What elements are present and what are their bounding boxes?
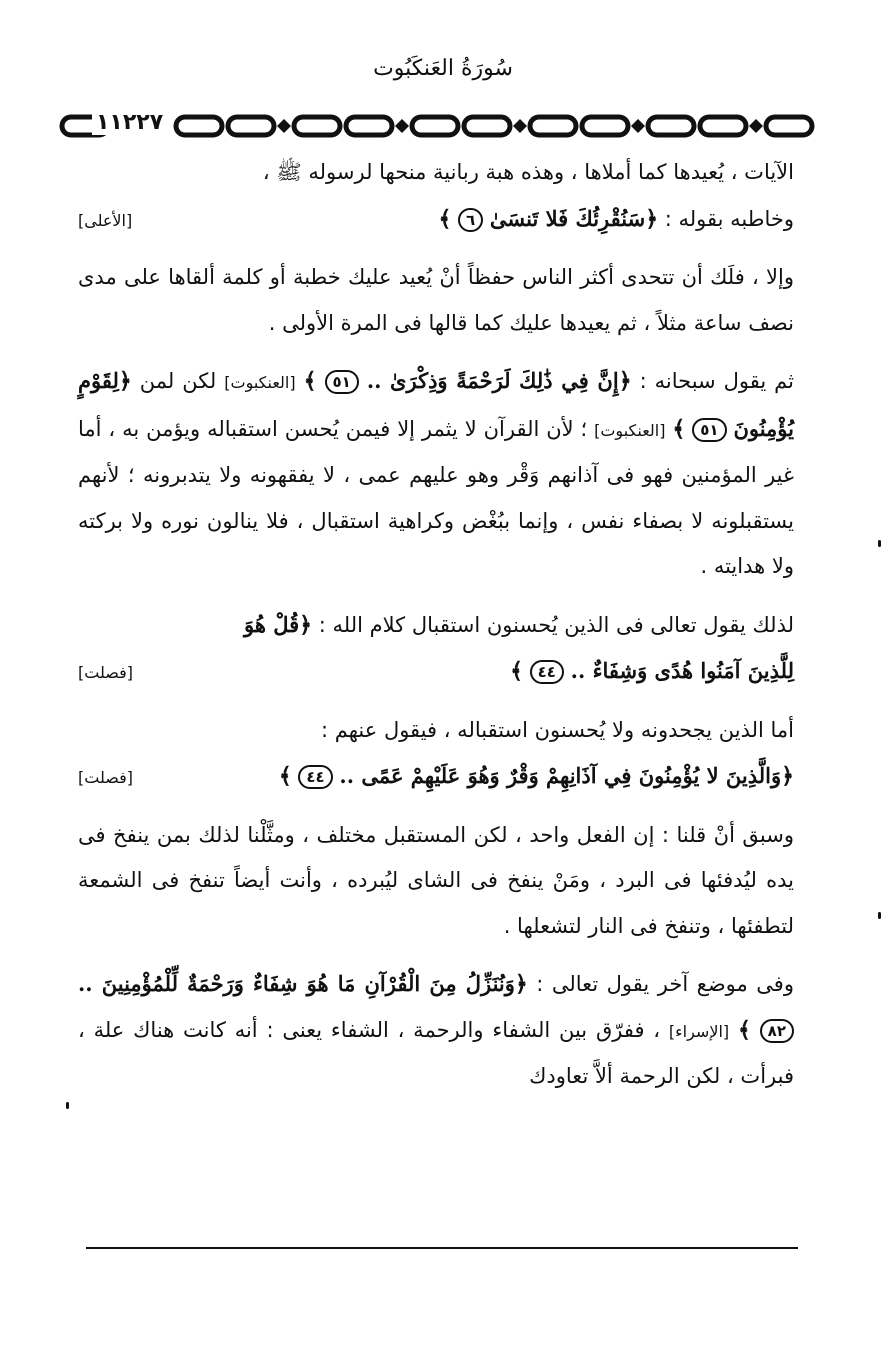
ayah-number: ٨٢ bbox=[760, 1019, 794, 1043]
close-bracket: ﴾ bbox=[737, 1017, 751, 1043]
paragraph-7 bbox=[78, 961, 794, 1100]
close-bracket: ﴾ bbox=[278, 764, 292, 789]
scan-mark bbox=[878, 912, 881, 919]
ayah-number: ٤٤ bbox=[298, 765, 332, 789]
p1-line2-text: وخاطبه بقوله : bbox=[664, 206, 794, 231]
surah-reference: [العنكبوت] bbox=[594, 420, 666, 440]
p6-text: وسبق أنْ قلنا : إن الفعل واحد ، لكن المستقبل مختلف ، ومثَّلْنا لذلك بمن ينفخ فى يده ليُدفئها فى البرد ، ومَنْ ينفخ فى الشاى ليُبرده ، وأنت أيضاً تنفخ فى الشمعة لتطفئها ، وتنفخ فى النار لتشعلها . bbox=[78, 822, 794, 938]
paragraph-1 bbox=[78, 150, 794, 196]
paragraph-1-verse-line bbox=[78, 196, 794, 244]
page-number: ١١٢٢٧ bbox=[92, 110, 167, 135]
ayah-number: ٥١ bbox=[325, 370, 359, 394]
paragraph-5 bbox=[78, 708, 794, 754]
paragraph-4-verse-line bbox=[78, 648, 794, 696]
quran-verse: وَنُنَزِّلُ مِنَ الْقُرْآنِ مَا هُوَ شِفَاءٌ وَرَحْمَةٌ لِّلْمُؤْمِنِينَ .. bbox=[78, 971, 515, 996]
surah-reference: [فصلت] bbox=[78, 768, 134, 787]
surah-reference: [الأعلى] bbox=[78, 210, 133, 230]
p3-intro: ثم يقول سبحانه : bbox=[639, 369, 794, 393]
scan-mark bbox=[878, 540, 881, 547]
footer-rule bbox=[86, 1247, 798, 1249]
p5-intro: أما الذين يجحدونه ولا يُحسنون استقباله ، فيقول عنهم : bbox=[321, 717, 794, 742]
p2-text: وإلا ، فلَك أن تتحدى أكثر الناس حفظاً أنْ يُعيد عليك خطبة أو كلمة ألقاها على مدى نصف ساعة مثلاً ، ثم يعيدها عليك كما قالها فى المرة الأولى . bbox=[78, 265, 794, 335]
close-bracket: ﴾ bbox=[510, 659, 523, 684]
close-bracket: ﴾ bbox=[303, 369, 317, 394]
paragraph-5-verse-line bbox=[78, 753, 794, 801]
open-bracket: ﴿ bbox=[299, 612, 313, 638]
ayah-number: ٤٤ bbox=[530, 660, 564, 684]
paragraph-2 bbox=[78, 255, 794, 346]
open-bracket: ﴿ bbox=[645, 206, 659, 232]
p1-line1: الآيات ، يُعيدها كما أملاها ، وهذه هبة ربانية منحها لرسوله ﷺ ، bbox=[262, 160, 794, 184]
p3-mid: لكن لمن bbox=[139, 369, 217, 393]
p7-rest: ، ففرّق بين الشفاء والرحمة ، الشفاء يعنى : أنه كانت هناك علة ، فبرأت ، لكن الرحمة ألاَّ تعاودك bbox=[78, 1017, 794, 1088]
surah-reference: [فصلت] bbox=[78, 663, 134, 682]
ayah-number: ٦ bbox=[458, 208, 483, 232]
open-bracket: ﴿ bbox=[118, 369, 132, 394]
p3-rest: ؛ لأن القرآن لا يثمر إلا فيمن يُحسن استقباله ويؤمن به ، أما غير المؤمنين فهو فى آذانهم وَقْر وهو عليهم عمى ، لا يفقهونه ولا يتدبرونه ؛ لأنهم يستقبلونه لا بصفاء نفس ، وإنما ببُغْض وكراهية استقبال ، فلا ينالون نوره ولا بركته ولا هدايته . bbox=[78, 416, 794, 578]
decorative-chain-border bbox=[58, 108, 818, 144]
paragraph-3 bbox=[78, 358, 794, 590]
quran-verse: وَالَّذِينَ لا يُؤْمِنُونَ فِي آذَانِهِمْ وَقْرٌ وَهُوَ عَلَيْهِمْ عَمًى .. bbox=[339, 763, 782, 788]
ayah-number: ٥١ bbox=[692, 418, 726, 442]
surah-reference: [الإسراء] bbox=[668, 1021, 730, 1041]
page-body bbox=[78, 150, 794, 1100]
open-bracket: ﴿ bbox=[618, 369, 632, 394]
p7-intro: وفى موضع آخر يقول تعالى : bbox=[536, 972, 794, 996]
quran-verse: لِلَّذِينَ آمَنُوا هُدًى وَشِفَاءٌ .. bbox=[570, 658, 794, 683]
quran-verse: سَنُقْرِئُكَ فَلا تَنسَىٰ bbox=[489, 205, 646, 231]
quran-verse: لِقَوْمٍ يُؤْمِنُونَ bbox=[78, 368, 794, 441]
quran-verse: إِنَّ فِي ذَٰلِكَ لَرَحْمَةً وَذِكْرَىٰ .. bbox=[366, 368, 619, 393]
open-bracket: ﴿ bbox=[781, 764, 794, 789]
scan-mark bbox=[66, 1102, 69, 1109]
surah-reference: [العنكبوت] bbox=[224, 373, 296, 392]
close-bracket: ﴾ bbox=[438, 206, 452, 232]
quran-verse: قُلْ هُوَ bbox=[243, 611, 300, 637]
paragraph-6 bbox=[78, 813, 794, 950]
close-bracket: ﴾ bbox=[672, 416, 686, 442]
surah-title: سُورَةُ العَنكَبُوت bbox=[373, 56, 513, 81]
open-bracket: ﴿ bbox=[514, 972, 528, 997]
paragraph-4 bbox=[78, 602, 794, 649]
p4-intro: لذلك يقول تعالى فى الذين يُحسنون استقبال كلام الله : bbox=[318, 612, 794, 637]
